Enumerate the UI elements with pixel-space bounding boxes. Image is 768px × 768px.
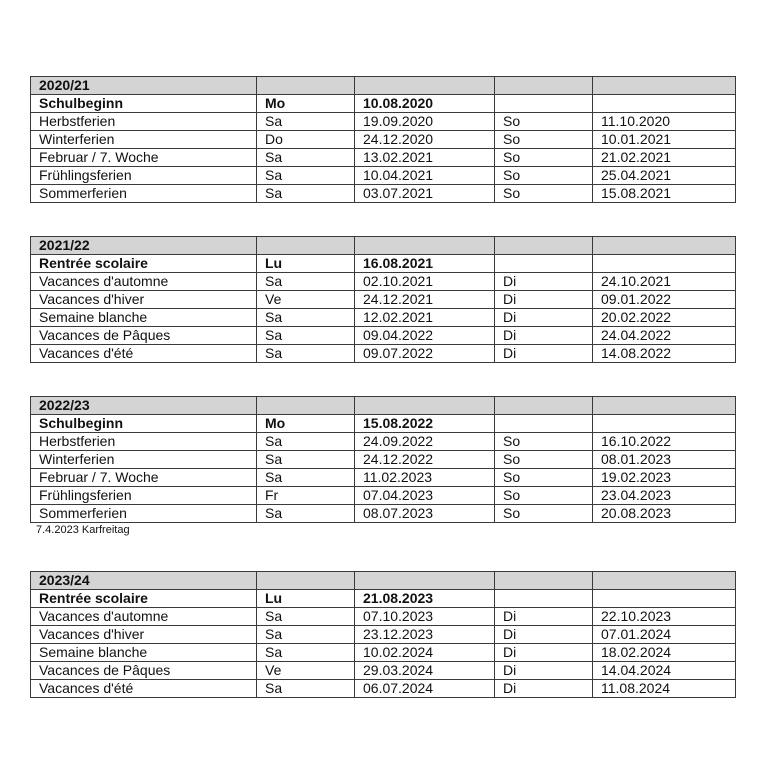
- to-date: 16.10.2022: [593, 433, 736, 451]
- from-day: Ve: [257, 291, 355, 309]
- school-start-row: [31, 95, 736, 113]
- from-day: Sa: [257, 433, 355, 451]
- to-date: 25.04.2021: [593, 167, 736, 185]
- from-day: Sa: [257, 113, 355, 131]
- start-label: Schulbeginn: [31, 95, 257, 113]
- from-date: 08.07.2023: [355, 505, 495, 523]
- calendar-section-2021-22: [30, 236, 735, 363]
- from-date: 11.02.2023: [355, 469, 495, 487]
- table-row: [31, 469, 736, 487]
- from-day: Fr: [257, 487, 355, 505]
- holiday-name: Semaine blanche: [31, 644, 257, 662]
- holiday-name: Herbstferien: [31, 433, 257, 451]
- calendar-section-2020-21: [30, 76, 735, 203]
- table-row: [31, 345, 736, 363]
- holiday-table: [30, 76, 736, 203]
- table-row: [31, 273, 736, 291]
- from-day: Sa: [257, 680, 355, 698]
- from-date: 13.02.2021: [355, 149, 495, 167]
- table-row: [31, 167, 736, 185]
- from-date: 09.04.2022: [355, 327, 495, 345]
- holiday-name: Vacances d'hiver: [31, 626, 257, 644]
- from-date: 24.12.2022: [355, 451, 495, 469]
- to-date: 14.08.2022: [593, 345, 736, 363]
- year-header-row: [31, 77, 736, 95]
- holiday-name: Vacances d'automne: [31, 608, 257, 626]
- school-start-row: [31, 255, 736, 273]
- from-date: 29.03.2024: [355, 662, 495, 680]
- from-day: Sa: [257, 451, 355, 469]
- to-day: Di: [495, 680, 593, 698]
- from-date: 12.02.2021: [355, 309, 495, 327]
- holiday-name: Vacances d'automne: [31, 273, 257, 291]
- to-day: So: [495, 487, 593, 505]
- table-row: [31, 662, 736, 680]
- to-day: So: [495, 433, 593, 451]
- from-date: 10.04.2021: [355, 167, 495, 185]
- to-day: So: [495, 185, 593, 203]
- table-row: [31, 487, 736, 505]
- year-label: 2023/24: [31, 572, 257, 590]
- table-row: [31, 309, 736, 327]
- to-day: Di: [495, 273, 593, 291]
- holiday-name: Semaine blanche: [31, 309, 257, 327]
- year-header-row: [31, 572, 736, 590]
- table-row: [31, 505, 736, 523]
- from-day: Sa: [257, 167, 355, 185]
- to-day: So: [495, 451, 593, 469]
- to-day: So: [495, 131, 593, 149]
- to-date: 14.04.2024: [593, 662, 736, 680]
- holiday-name: Frühlingsferien: [31, 167, 257, 185]
- start-day: Lu: [257, 255, 355, 273]
- to-day: So: [495, 505, 593, 523]
- to-date: 20.08.2023: [593, 505, 736, 523]
- from-day: Sa: [257, 345, 355, 363]
- start-date: 21.08.2023: [355, 590, 495, 608]
- to-day: Di: [495, 608, 593, 626]
- school-start-row: [31, 415, 736, 433]
- table-row: [31, 113, 736, 131]
- year-header-row: [31, 397, 736, 415]
- holiday-name: Februar / 7. Woche: [31, 469, 257, 487]
- to-date: 11.10.2020: [593, 113, 736, 131]
- holiday-table: [30, 236, 736, 363]
- start-label: Rentrée scolaire: [31, 255, 257, 273]
- from-date: 06.07.2024: [355, 680, 495, 698]
- from-day: Sa: [257, 626, 355, 644]
- year-label: 2020/21: [31, 77, 257, 95]
- year-label: 2022/23: [31, 397, 257, 415]
- from-day: Sa: [257, 327, 355, 345]
- to-day: Di: [495, 327, 593, 345]
- holiday-name: Sommerferien: [31, 505, 257, 523]
- table-row: [31, 131, 736, 149]
- from-day: Sa: [257, 469, 355, 487]
- table-row: [31, 291, 736, 309]
- start-day: Mo: [257, 415, 355, 433]
- table-row: [31, 644, 736, 662]
- start-date: 15.08.2022: [355, 415, 495, 433]
- to-day: Di: [495, 626, 593, 644]
- holiday-table: [30, 396, 736, 523]
- table-row: [31, 433, 736, 451]
- table-row: [31, 680, 736, 698]
- to-date: 24.10.2021: [593, 273, 736, 291]
- from-date: 24.12.2021: [355, 291, 495, 309]
- from-date: 02.10.2021: [355, 273, 495, 291]
- holiday-name: Sommerferien: [31, 185, 257, 203]
- table-row: [31, 185, 736, 203]
- holiday-name: Vacances de Pâques: [31, 662, 257, 680]
- to-date: 07.01.2024: [593, 626, 736, 644]
- from-date: 24.09.2022: [355, 433, 495, 451]
- to-day: Di: [495, 662, 593, 680]
- table-row: [31, 608, 736, 626]
- school-start-row: [31, 590, 736, 608]
- start-day: Lu: [257, 590, 355, 608]
- start-date: 10.08.2020: [355, 95, 495, 113]
- holiday-name: Frühlingsferien: [31, 487, 257, 505]
- from-date: 03.07.2021: [355, 185, 495, 203]
- to-date: 18.02.2024: [593, 644, 736, 662]
- holiday-name: Winterferien: [31, 131, 257, 149]
- from-date: 09.07.2022: [355, 345, 495, 363]
- to-day: Di: [495, 644, 593, 662]
- from-date: 07.04.2023: [355, 487, 495, 505]
- to-date: 15.08.2021: [593, 185, 736, 203]
- holiday-name: Februar / 7. Woche: [31, 149, 257, 167]
- start-label: Rentrée scolaire: [31, 590, 257, 608]
- to-date: 22.10.2023: [593, 608, 736, 626]
- start-day: Mo: [257, 95, 355, 113]
- from-date: 23.12.2023: [355, 626, 495, 644]
- year-header-row: [31, 237, 736, 255]
- holiday-name: Vacances de Pâques: [31, 327, 257, 345]
- start-date: 16.08.2021: [355, 255, 495, 273]
- to-date: 23.04.2023: [593, 487, 736, 505]
- holiday-name: Vacances d'hiver: [31, 291, 257, 309]
- to-date: 08.01.2023: [593, 451, 736, 469]
- from-day: Sa: [257, 608, 355, 626]
- footnote: 7.4.2023 Karfreitag: [36, 524, 130, 536]
- to-day: Di: [495, 309, 593, 327]
- from-day: Sa: [257, 149, 355, 167]
- year-label: 2021/22: [31, 237, 257, 255]
- from-day: Sa: [257, 309, 355, 327]
- calendar-section-2022-23: [30, 396, 735, 536]
- holiday-name: Vacances d'été: [31, 345, 257, 363]
- table-row: [31, 327, 736, 345]
- from-day: Sa: [257, 505, 355, 523]
- to-day: Di: [495, 291, 593, 309]
- to-date: 09.01.2022: [593, 291, 736, 309]
- to-date: 10.01.2021: [593, 131, 736, 149]
- to-date: 11.08.2024: [593, 680, 736, 698]
- calendar-section-2023-24: [30, 571, 735, 698]
- holiday-name: Vacances d'été: [31, 680, 257, 698]
- from-day: Sa: [257, 644, 355, 662]
- holiday-name: Winterferien: [31, 451, 257, 469]
- to-day: So: [495, 469, 593, 487]
- from-date: 07.10.2023: [355, 608, 495, 626]
- from-day: Sa: [257, 273, 355, 291]
- table-row: [31, 451, 736, 469]
- table-row: [31, 626, 736, 644]
- to-date: 19.02.2023: [593, 469, 736, 487]
- from-date: 10.02.2024: [355, 644, 495, 662]
- holiday-table: [30, 571, 736, 698]
- to-day: Di: [495, 345, 593, 363]
- to-day: So: [495, 113, 593, 131]
- to-date: 21.02.2021: [593, 149, 736, 167]
- table-row: [31, 149, 736, 167]
- from-date: 24.12.2020: [355, 131, 495, 149]
- from-day: Do: [257, 131, 355, 149]
- to-date: 20.02.2022: [593, 309, 736, 327]
- to-day: So: [495, 167, 593, 185]
- holiday-name: Herbstferien: [31, 113, 257, 131]
- from-date: 19.09.2020: [355, 113, 495, 131]
- from-day: Ve: [257, 662, 355, 680]
- from-day: Sa: [257, 185, 355, 203]
- start-label: Schulbeginn: [31, 415, 257, 433]
- to-day: So: [495, 149, 593, 167]
- to-date: 24.04.2022: [593, 327, 736, 345]
